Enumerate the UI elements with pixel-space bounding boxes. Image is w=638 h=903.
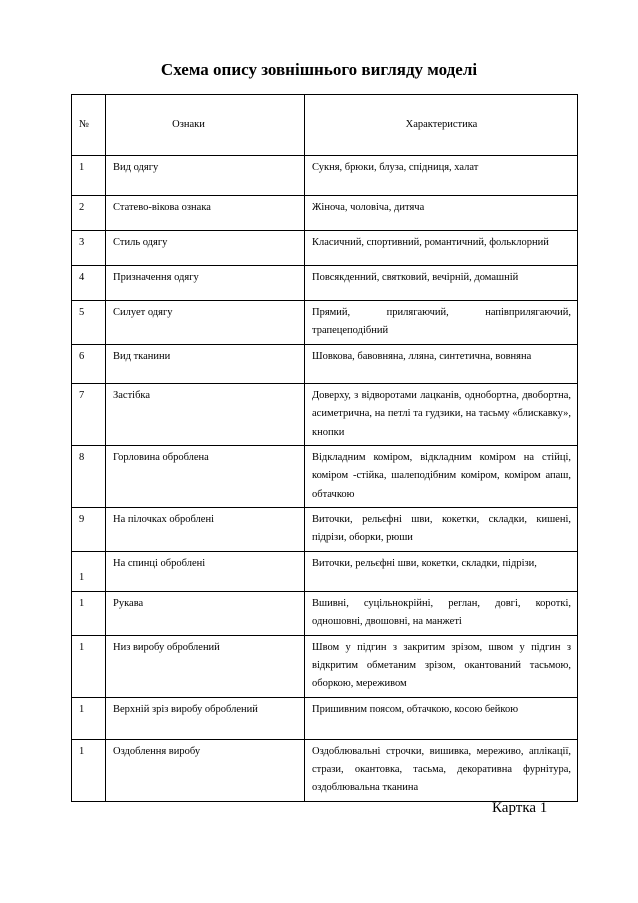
row-feature: Оздоблення виробу — [106, 739, 305, 801]
table-header-row — [72, 95, 578, 156]
row-feature: На спинці оброблені — [106, 551, 305, 591]
row-characteristic: Пришивним поясом, обтачкою, косою бейкою — [305, 697, 578, 739]
row-characteristic: Повсякденний, святковий, вечірній, домашній — [305, 266, 578, 301]
row-characteristic: Вшивні, суцільнокрійні, реглан, довгі, короткі, одношовні, двошовні, на манжеті — [305, 591, 578, 635]
table-row — [72, 697, 578, 739]
row-characteristic: Жіноча, чоловіча, дитяча — [305, 196, 578, 231]
row-num: 8 — [72, 445, 106, 507]
row-num: 2 — [72, 196, 106, 231]
row-feature: Статево-вікова ознака — [106, 196, 305, 231]
table-row — [72, 383, 578, 445]
table-row — [72, 445, 578, 507]
row-characteristic: Виточки, рельєфні шви, кокетки, складки, підрізи, — [305, 551, 578, 591]
row-num: 1 — [72, 551, 106, 591]
row-num: 7 — [72, 383, 106, 445]
row-num: 5 — [72, 301, 106, 345]
feature-table — [71, 94, 578, 802]
row-num: 6 — [72, 344, 106, 383]
table-row — [72, 344, 578, 383]
row-feature: Призначення одягу — [106, 266, 305, 301]
header-feature: Ознаки — [106, 95, 305, 156]
table-row — [72, 196, 578, 231]
row-feature: Вид тканини — [106, 344, 305, 383]
table-row — [72, 551, 578, 591]
row-feature: Застібка — [106, 383, 305, 445]
row-feature: Горловина оброблена — [106, 445, 305, 507]
row-characteristic: Сукня, брюки, блуза, спідниця, халат — [305, 156, 578, 196]
row-num: 4 — [72, 266, 106, 301]
table-row — [72, 156, 578, 196]
row-feature: Стиль одягу — [106, 231, 305, 266]
row-feature: Вид одягу — [106, 156, 305, 196]
row-num: 1 — [72, 635, 106, 697]
row-feature: Верхній зріз виробу оброблений — [106, 697, 305, 739]
document-title: Схема опису зовнішнього вигляду моделі — [160, 60, 478, 79]
row-num: 1 — [72, 739, 106, 801]
row-characteristic: Оздоблювальні строчки, вишивка, мереживо, аплікації, стрази, окантовка, тасьма, декоративна фурнітура, оздоблювальна тканина — [305, 739, 578, 801]
row-num: 1 — [72, 156, 106, 196]
row-characteristic: Прямий, прилягаючий, напівприлягаючий, трапецеподібний — [305, 301, 578, 345]
card-label: Картка 1 — [492, 800, 548, 816]
row-num: 1 — [72, 591, 106, 635]
table-row — [72, 591, 578, 635]
row-characteristic: Класичний, спортивний, романтичний, фольклорний — [305, 231, 578, 266]
table-row — [72, 266, 578, 301]
table-row — [72, 231, 578, 266]
row-characteristic: Виточки, рельєфні шви, кокетки, складки, кишені, підрізи, оборки, рюши — [305, 508, 578, 552]
table-row — [72, 635, 578, 697]
row-feature: На пілочках оброблені — [106, 508, 305, 552]
row-num: 9 — [72, 508, 106, 552]
table-row — [72, 739, 578, 801]
header-characteristic: Характеристика — [305, 95, 578, 156]
row-feature: Силует одягу — [106, 301, 305, 345]
row-characteristic: Швом у підгин з закритим зрізом, швом у підгин з відкритим обметаним зрізом, окантований тасьмою, оборкою, мереживом — [305, 635, 578, 697]
row-feature: Низ виробу оброблений — [106, 635, 305, 697]
row-characteristic: Доверху, з відворотами лацканів, однобортна, двобортна, асиметрична, на петлі та гудзики, на тасьму «блискавку», кнопки — [305, 383, 578, 445]
row-characteristic: Шовкова, бавовняна, лляна, синтетична, вовняна — [305, 344, 578, 383]
table-row — [72, 301, 578, 345]
header-num: № — [72, 95, 106, 156]
row-num: 1 — [72, 697, 106, 739]
row-num: 3 — [72, 231, 106, 266]
table-row — [72, 508, 578, 552]
row-characteristic: Відкладним коміром, відкладним коміром на стійці, коміром -стійка, шалеподібним коміром, коміром апаш, обтачкою — [305, 445, 578, 507]
row-feature: Рукава — [106, 591, 305, 635]
